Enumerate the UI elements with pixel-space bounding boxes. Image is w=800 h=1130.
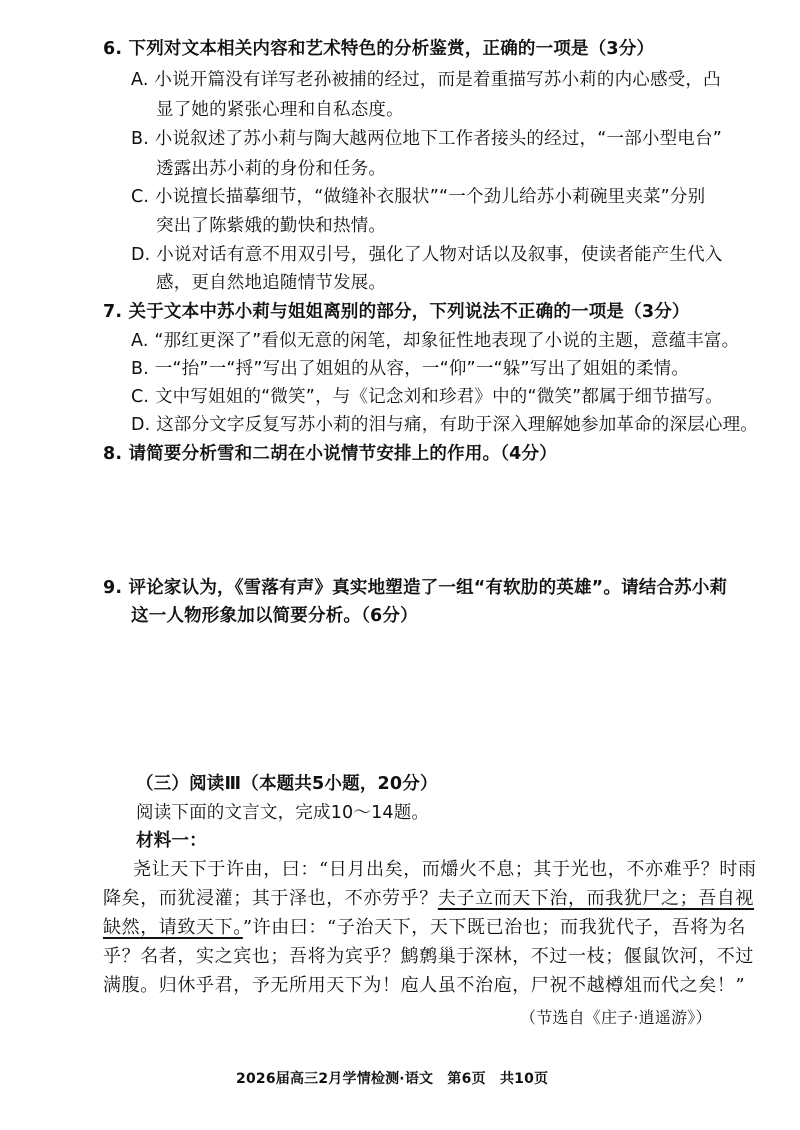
passage-line-5: 满腹。归休乎君，予无所用天下为！庖人虽不治庖，尸祝不越樽俎而代之矣！” — [103, 975, 746, 996]
q6-option-a-line1: A. 小说开篇没有详写老孙被捕的经过，而是着重描写苏小莉的内心感受，凸 — [131, 70, 721, 90]
q9-answer-space[interactable] — [100, 632, 720, 762]
passage-line-2 — [103, 887, 754, 911]
passage-line-3b: ”许由曰：“子治天下，天下既已治也；而我犹代子，吾将为名 — [242, 917, 747, 938]
passage-line-2b-underlined: 夫子立而天下治，而我犹尸之；吾自视 — [437, 888, 755, 909]
section3-heading: （三）阅读Ⅲ（本题共5小题，20分） — [136, 774, 438, 794]
passage-line-2a: 降矣，而犹浸灌；其于泽也，不亦劳乎？ — [103, 888, 438, 909]
q6-stem: 6. 下列对文本相关内容和艺术特色的分析鉴赏，正确的一项是（3分） — [103, 39, 655, 59]
passage-line-3a-underlined: 缺然，请致天下。 — [103, 917, 243, 938]
q9-stem-line2: 这一人物形象加以简要分析。（6分） — [131, 606, 418, 626]
q7-option-b: B. 一“抬”一“捋”写出了姐姐的从容，一“仰”一“躲”写出了姐姐的柔情。 — [131, 359, 690, 379]
material-label: 材料一： — [136, 831, 207, 851]
passage-line-4: 乎？名者，实之宾也；吾将为宾乎？鹪鹩巢于深林，不过一枝；偃鼠饮河，不过 — [103, 946, 754, 967]
q7-option-a: A. “那红更深了”看似无意的闲笔，却象征性地表现了小说的主题，意蕴丰富。 — [131, 331, 740, 351]
passage-source: （节选自《庄子·逍遥游》） — [520, 1008, 712, 1027]
q6-option-b-line2: 透露出苏小莉的身份和任务。 — [156, 159, 387, 179]
q8-stem: 8. 请简要分析雪和二胡在小说情节安排上的作用。（4分） — [103, 444, 557, 464]
q7-option-d: D. 这部分文字反复写苏小莉的泪与痛，有助于深入理解她参加革命的深层心理。 — [131, 415, 758, 435]
q7-option-c: C. 文中写姐姐的“微笑”，与《记念刘和珍君》中的“微笑”都属于细节描写。 — [131, 387, 724, 407]
q7-stem: 7. 关于文本中苏小莉与姐姐离别的部分，下列说法不正确的一项是（3分） — [103, 302, 690, 322]
q6-option-b-line1: B. 小说叙述了苏小莉与陶大越两位地下工作者接头的经过，“一部小型电台” — [131, 129, 722, 149]
q6-option-d-line1: D. 小说对话有意不用双引号，强化了人物对话以及叙事，使读者能产生代入 — [131, 245, 723, 265]
page-footer: 2026届高三2月学情检测·语文 第6页 共10页 — [236, 1071, 549, 1087]
q6-option-a-line2: 显了她的紧张心理和自私态度。 — [156, 100, 404, 120]
q8-answer-space[interactable] — [100, 470, 720, 570]
section3-instruction: 阅读下面的文言文，完成10～14题。 — [136, 803, 430, 823]
passage-line-3 — [103, 916, 746, 940]
q6-option-c-line1: C. 小说擅长描摹细节，“做缝补衣服状”“一个劲儿给苏小莉碗里夹菜”分别 — [131, 187, 706, 207]
q6-option-d-line2: 感，更自然地追随情节发展。 — [156, 273, 387, 293]
q9-stem-line1: 9. 评论家认为，《雪落有声》真实地塑造了一组“有软肋的英雄”。请结合苏小莉 — [103, 578, 728, 598]
q6-option-c-line2: 突出了陈紫娥的勤快和热情。 — [156, 216, 387, 236]
passage-line-1: 尧让天下于许由，曰：“日月出矣，而爝火不息；其于光也，不亦难乎？时雨 — [133, 859, 757, 880]
